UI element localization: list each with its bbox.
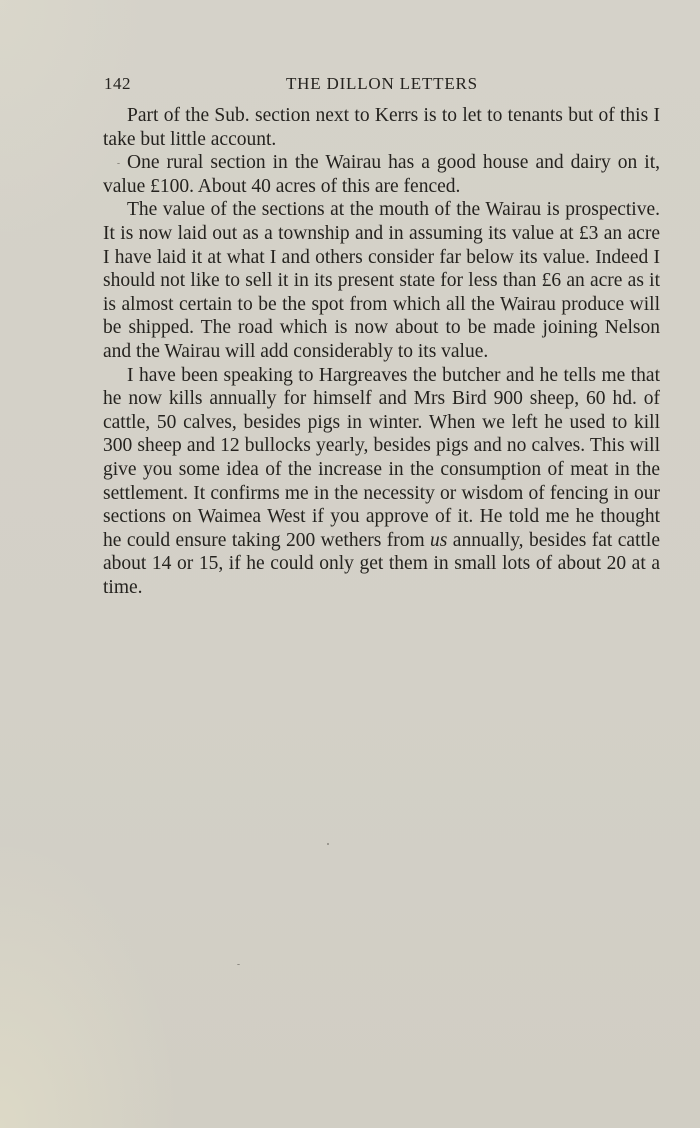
book-title: THE DILLON LETTERS [286, 74, 478, 93]
paragraph-butcher [103, 364, 660, 600]
paragraph-rural-section: One rural section in the Wairau has a good house and dairy on it, value £100. About 40 acres of this are fenced. [103, 152, 660, 197]
paragraph-butcher-text-after: annually, besides fat cattle about 14 or 15, if he could only get them in small lots of about 20 at a time. [103, 529, 660, 598]
paragraph-wairau-value: The value of the sections at the mouth of the Wairau is prospective. It is now laid out as a township and in assuming its value at £3 an acre I have laid it at what I and others consider far below its value. Indeed I should not like to sell it in its present state for less than £6 an acre as it is almost certain to be the spot from which all the Wairau produce will be shipped. The road which is now about to be made joining Nelson and the Wairau will add considerably to its value. [103, 199, 660, 362]
paragraph-butcher-text-before: I have been speaking to Hargreaves the butcher and he tells me that he now kills annually for himself and Mrs Bird 900 sheep, 60 hd. of cattle, 50 calves, besides pigs in winter. When we left he used to kill 300 sheep and 12 bullocks yearly, besides pigs and no calves. This will give you some idea of the increase in the consumption of meat in the settlement. It confirms me in the necessity or wisdom of fencing in our sections on Waimea West if you approve of it. He told me he thought he could ensure taking 200 wethers from [103, 364, 660, 551]
paper-speck [237, 964, 240, 965]
body-text [103, 104, 660, 599]
paper-speck [117, 163, 120, 164]
paragraph-butcher-emphasis: us [430, 529, 448, 551]
running-header [104, 74, 660, 96]
paper-speck [327, 843, 329, 845]
paragraph-sub-section: Part of the Sub. section next to Kerrs is to let to tenants but of this I take but little account. [103, 105, 660, 150]
page-number: 142 [104, 74, 131, 93]
